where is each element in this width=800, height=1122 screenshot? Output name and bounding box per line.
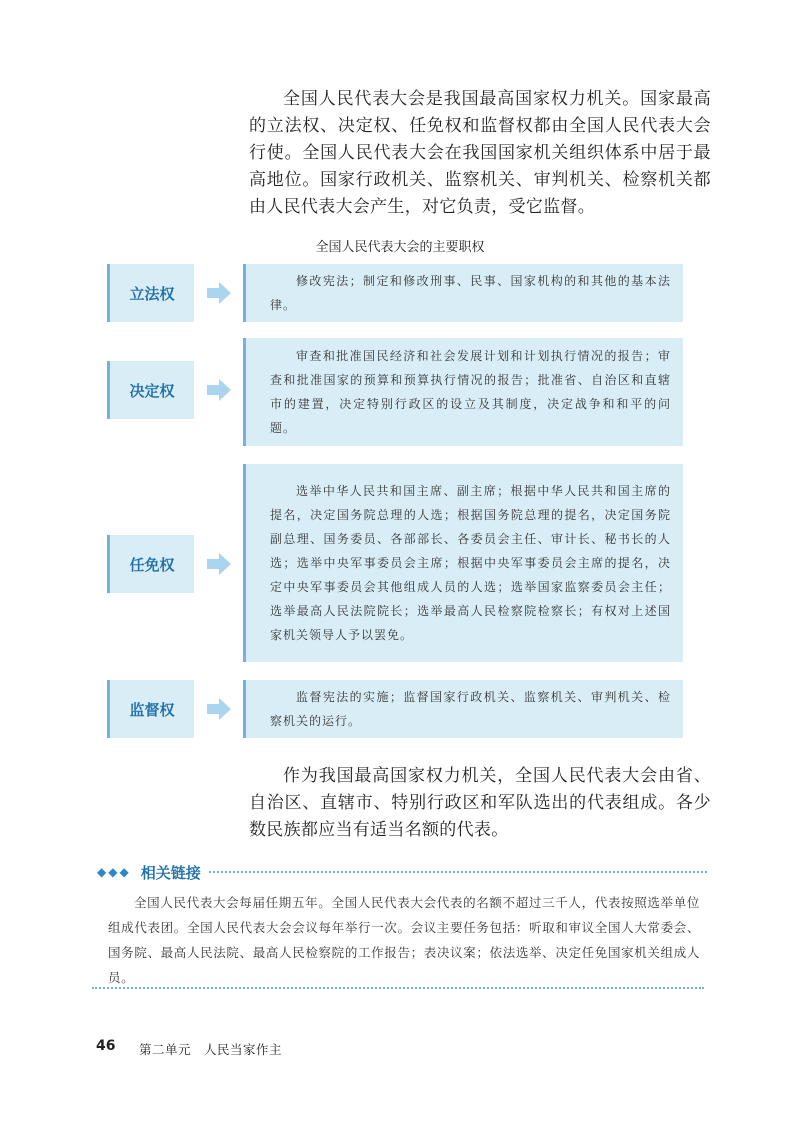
diamond-bullets-icon: ◆◆◆	[97, 865, 131, 879]
power-label-decision: 决定权	[107, 361, 194, 419]
power-label-appointment: 任免权	[107, 535, 194, 593]
footer-unit-title: 第二单元 人民当家作主	[139, 1042, 283, 1057]
power-desc-decision	[243, 338, 683, 446]
related-link-header	[97, 860, 707, 884]
power-desc-text: 审查和批准国民经济和社会发展计划和计划执行情况的报告；审查和批准国家的预算和预算执行情况的报告；批准省、自治区和直辖市的建置，决定特别行政区的设立及其制度，决定战争和和平的问题。	[270, 349, 671, 435]
intro-paragraph: 全国人民代表大会是我国最高国家权力机关。国家最高的立法权、决定权、任免权和监督权都由全国人民代表大会行使。全国人民代表大会在我国国家机关组织体系中居于最高地位。国家行政机关、监察机关、审判机关、检察机关都由人民代表大会产生，对它负责，受它监督。	[249, 89, 711, 217]
composition-paragraph: 作为我国最高国家权力机关，全国人民代表大会由省、自治区、直辖市、特别行政区和军队选出的代表组成。各少数民族都应当有适当名额的代表。	[249, 766, 711, 840]
power-desc-legislative	[243, 264, 683, 322]
arrow-right-icon	[207, 698, 231, 720]
arrow-right-icon	[207, 553, 231, 575]
dotted-divider-bottom	[92, 987, 704, 989]
power-desc-supervision	[243, 680, 683, 738]
power-desc-text: 修改宪法；制定和修改刑事、民事、国家机构的和其他的基本法律。	[270, 274, 671, 312]
diagram-title: 全国人民代表大会的主要职权	[315, 240, 485, 255]
page-number: 46	[96, 1038, 116, 1054]
related-link-title: 相关链接	[140, 863, 201, 882]
related-link-text: 全国人民代表大会每届任期五年。全国人民代表大会代表的名额不超过三千人，代表按照选举单位组成代表团。全国人民代表大会会议每年举行一次。会议主要任务包括：听取和审议全国人大常委会、国务院、最高人民法院、最高人民检察院的工作报告；表决议案；依法选举、决定任免国家机关组成人员。	[108, 895, 700, 985]
dotted-divider	[209, 871, 707, 873]
arrow-right-icon	[207, 282, 231, 304]
power-desc-text: 选举中华人民共和国主席、副主席；根据中华人民共和国主席的提名，决定国务院总理的人选；根据国务院总理的提名，决定国务院副总理、国务委员、各部部长、各委员会主任、审计长、秘书长的人选；选举中央军事委员会主席；根据中央军事委员会主席的提名，决定中央军事委员会其他组成人员的人选；选举国家监察委员会主任；选举最高人民法院院长；选举最高人民检察院检察长；有权对上述国家机关领导人予以罢免。	[270, 484, 671, 642]
power-desc-text: 监督宪法的实施；监督国家行政机关、监察机关、审判机关、检察机关的运行。	[270, 690, 671, 728]
power-label-legislative: 立法权	[107, 264, 194, 322]
power-label-supervision: 监督权	[107, 680, 194, 738]
power-desc-appointment	[243, 464, 683, 662]
arrow-right-icon	[207, 379, 231, 401]
